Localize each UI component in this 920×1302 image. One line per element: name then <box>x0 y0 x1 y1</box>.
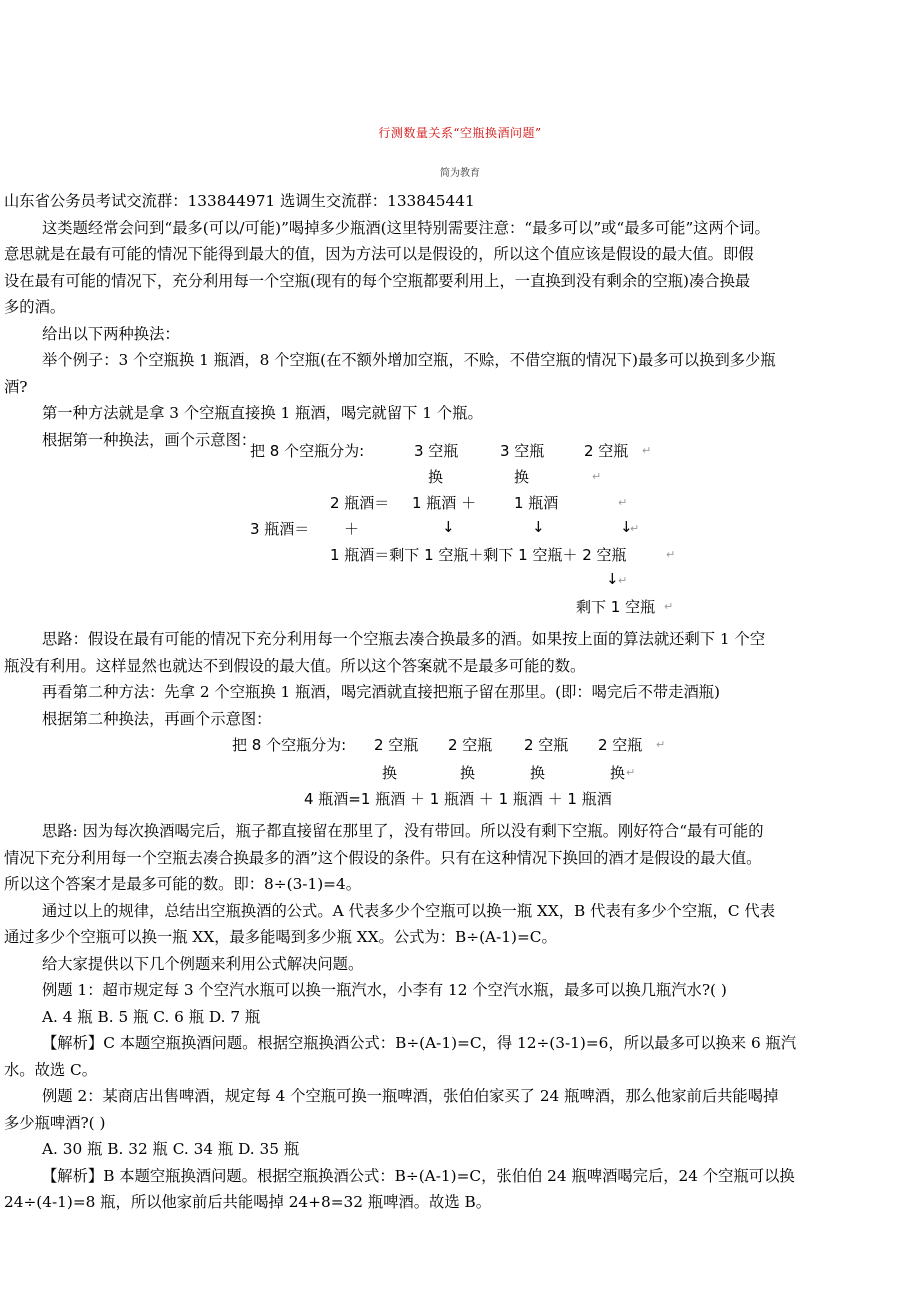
diagram2-exchange-a: 换 <box>382 764 398 782</box>
diagram2-exchange-c: 换 <box>530 764 546 782</box>
paragraph-line: 根据第一种换法，画个示意图： <box>42 430 257 449</box>
example-answer: 【解析】C 本题空瓶换酒问题。根据空瓶换酒公式：B÷(A-1)=C，得 12÷(3-1)=6，所以最多可以换来 6 瓶汽 <box>42 1034 797 1052</box>
return-mark-icon: ↵ <box>664 600 674 613</box>
diagram1-result-row: 1 瓶酒＝剩下 1 空瓶＋剩下 1 空瓶＋ 2 空瓶 <box>330 546 627 564</box>
return-mark-icon: ↵ <box>630 522 640 535</box>
diagram1-group-a: 3 空瓶 <box>414 442 459 460</box>
example-options: A. 30 瓶 B. 32 瓶 C. 34 瓶 D. 35 瓶 <box>42 1140 300 1158</box>
diagram1-one-wine-plus: 1 瓶酒 ＋ <box>412 494 477 512</box>
example-answer: 水。故选 C。 <box>4 1060 98 1079</box>
paragraph-line: 再看第二种方法：先拿 2 个空瓶换 1 瓶酒，喝完酒就直接把瓶子留在那里。(即：喝完后不带走酒瓶) <box>42 683 721 701</box>
diagram1-two-wine: 2 瓶酒＝ <box>330 494 390 512</box>
paragraph-line: 第一种方法就是拿 3 个空瓶直接换 1 瓶酒，喝完就留下 1 个瓶。 <box>42 404 483 422</box>
document-title: 行测数量关系“空瓶换酒问题” <box>378 126 542 140</box>
diagram1-split-label: 把 8 个空瓶分为: <box>250 442 365 460</box>
return-mark-icon: ↵ <box>592 470 602 483</box>
diagram2-split-label: 把 8 个空瓶分为: <box>232 736 347 754</box>
paragraph-line: 酒? <box>4 377 28 396</box>
return-mark-icon: ↵ <box>656 738 666 751</box>
group-line: 山东省公务员考试交流群：133844971 选调生交流群：133845441 <box>4 192 475 210</box>
diagram1-group-b: 3 空瓶 <box>500 442 545 460</box>
paragraph-line: 意思就是在最有可能的情况下能得到最大的值，因为方法可以是假设的，所以这个值应该是假设的最大值。即假 <box>4 245 754 263</box>
diagram1-exchange-a: 换 <box>428 468 444 486</box>
ending-section <box>4 818 916 1216</box>
diagram1-plus: ＋ <box>344 520 360 538</box>
diagram1-group-c: 2 空瓶 <box>584 442 629 460</box>
return-mark-icon: ↵ <box>618 496 628 509</box>
paragraph-line: 这类题经常会问到“最多(可以/可能)”喝掉多少瓶酒(这里特别需要注意：“最多可以”或“最多可能”这两个词。 <box>42 218 770 237</box>
diagram2-result-row: 4 瓶酒=1 瓶酒 ＋ 1 瓶酒 ＋ 1 瓶酒 ＋ 1 瓶酒 <box>304 790 612 808</box>
paragraph-line: 举个例子：3 个空瓶换 1 瓶酒，8 个空瓶(在不额外增加空瓶，不赊，不借空瓶的情况下)最多可以换到多少瓶 <box>42 351 776 369</box>
paragraph-line: 情况下充分利用每一个空瓶去凑合换最多的酒”这个假设的条件。只有在这种情况下换回的酒才是假设的最大值。 <box>4 848 762 867</box>
example-answer: 24÷(4-1)=8 瓶，所以他家前后共能喝掉 24+8=32 瓶啤酒。故选 B。 <box>4 1193 492 1211</box>
intro-section <box>4 188 916 453</box>
return-mark-icon: ↵ <box>666 548 676 561</box>
example-question: 例题 1：超市规定每 3 个空汽水瓶可以换一瓶汽水，小李有 12 个空汽水瓶，最多可以换几瓶汽水?( ) <box>42 981 727 999</box>
paragraph-line: 多的酒。 <box>4 298 66 316</box>
down-arrow-icon: ↓ <box>442 518 455 536</box>
paragraph-line: 思路：假设在最有可能的情况下充分利用每一个空瓶去凑合换最多的酒。如果按上面的算法就还剩下 1 个空 <box>42 630 766 648</box>
diagram2-exchange-d: 换 <box>610 764 626 782</box>
middle-section <box>4 626 916 732</box>
down-arrow-icon: ↓ <box>532 518 545 536</box>
paragraph-line: 通过多少个空瓶可以换一瓶 XX，最多能喝到多少瓶 XX。公式为：B÷(A-1)=C。 <box>4 928 557 946</box>
diagram-method-two <box>0 732 920 816</box>
diagram1-one-wine: 1 瓶酒 <box>514 494 559 512</box>
return-mark-icon: ↵ <box>626 766 636 779</box>
diagram1-remaining: 剩下 1 空瓶 <box>576 598 656 616</box>
example-question: 多少瓶啤酒?( ) <box>4 1113 106 1132</box>
paragraph-line: 设在最有可能的情况下，充分利用每一个空瓶(现有的每个空瓶都要利用上，一直换到没有剩余的空瓶)凑合换最 <box>4 271 751 290</box>
return-mark-icon: ↵ <box>618 574 628 587</box>
document-subtitle: 简为教育 <box>440 168 480 179</box>
paragraph-line: 给大家提供以下几个例题来利用公式解决问题。 <box>42 954 364 973</box>
diagram2-exchange-b: 换 <box>460 764 476 782</box>
return-mark-icon: ↵ <box>642 444 652 457</box>
diagram-method-one <box>0 436 920 626</box>
example-answer: 【解析】B 本题空瓶换酒问题。根据空瓶换酒公式：B÷(A-1)=C，张伯伯 24 瓶啤酒喝完后，24 个空瓶可以换 <box>42 1166 795 1185</box>
example-options: A. 4 瓶 B. 5 瓶 C. 6 瓶 D. 7 瓶 <box>42 1007 261 1026</box>
down-arrow-icon: ↓ <box>620 518 633 536</box>
paragraph-line: 所以这个答案才是最多可能的数。即：8÷(3-1)=4。 <box>4 875 362 893</box>
paragraph-line: 根据第二种换法，再画个示意图： <box>42 709 272 728</box>
diagram1-three-wine: 3 瓶酒＝ <box>250 520 310 538</box>
paragraph-line: 通过以上的规律，总结出空瓶换酒的公式。A 代表多少个空瓶可以换一瓶 XX，B 代表有多少个空瓶，C 代表 <box>42 901 775 920</box>
example-question: 例题 2：某商店出售啤酒，规定每 4 个空瓶可换一瓶啤酒，张伯伯家买了 24 瓶啤酒，那么他家前后共能喝掉 <box>42 1087 779 1105</box>
paragraph-line: 瓶没有利用。这样显然也就达不到假设的最大值。所以这个答案就不是最多可能的数。 <box>4 656 586 675</box>
paragraph-line: 给出以下两种换法： <box>42 324 180 343</box>
diagram1-exchange-b: 换 <box>514 468 530 486</box>
paragraph-line: 思路: 因为每次换酒喝完后，瓶子都直接留在那里了，没有带回。所以没有剩下空瓶。刚好符合“最有可能的 <box>42 822 764 840</box>
diagram2-group-c: 2 空瓶 <box>524 736 569 754</box>
down-arrow-icon: ↓ <box>606 570 619 588</box>
diagram2-group-a: 2 空瓶 <box>374 736 419 754</box>
diagram2-group-b: 2 空瓶 <box>448 736 493 754</box>
diagram2-group-d: 2 空瓶 <box>598 736 643 754</box>
